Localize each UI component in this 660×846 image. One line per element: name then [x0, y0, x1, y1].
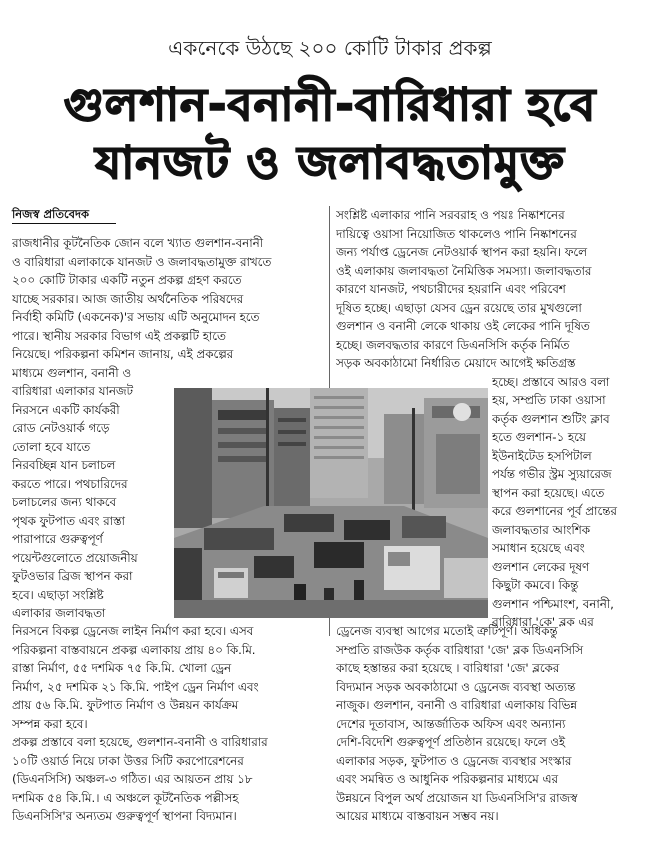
col-right-line: জন্য পর্যাপ্ত ড্রেনেজ নেটওয়ার্ক স্থাপন করা হয়নি। ফলে [336, 245, 587, 259]
byline-underline [12, 223, 116, 224]
wrap-right-line: করে গুলশানের পূর্ব প্রান্তের [492, 504, 617, 518]
headline-line-2: যানজট ও জলাবদ্ধতামুক্ত [95, 136, 565, 189]
bottom-left-line: দশমিক ৫৪ কি.মি.। এ অঞ্চলে কূটনৈতিক পল্লীসহ [12, 790, 239, 805]
bottom-left-line: পরিকল্পনা বাস্তবায়নে প্রকল্প এলাকায় প্রায় ৪০ কি.মি. [12, 642, 256, 657]
wrap-right-line: কিছুটা কমবে। কিন্তু [492, 578, 579, 592]
kicker: একনেকে উঠছে ২০০ কোটি টাকার প্রকল্প [168, 36, 492, 60]
bottom-left-line: নির্মাণ, ২৫ দশমিক ২১ কি.মি. পাইপ ড্রেন নির্মাণ এবং [12, 679, 259, 694]
col-left-line: পারে। স্থানীয় সরকার বিভাগ এই প্রকল্পটি হাতে [12, 328, 226, 343]
col-right-line: গুলশান ও বনানী লেকে থাকায় ওই লেকের পানি দূষিত [336, 319, 590, 333]
wrap-right-line: গুলশান পশ্চিমাংশ, বনানী, [492, 596, 614, 611]
col-left-line: যাচ্ছে সরকার। আজ জাতীয় অর্থনৈতিক পরিষদের [12, 291, 244, 306]
wrap-left-line: মাধ্যমে গুলশান, বনানী ও [12, 365, 132, 380]
wrap-right-line: সমাধান হয়েছে এবং [492, 541, 585, 555]
wrap-right-line: পর্যন্ত গভীর স্ট্রম স্যুয়ারেজ [492, 467, 612, 481]
bottom-left-line: প্রায় ৫৬ কি.মি. ফুটপাত নির্মাণ ও উন্নয়ন কার্যক্রম [12, 698, 239, 712]
wrap-left-line: করতে পারে। পথচারিদের [12, 476, 128, 491]
wrap-right-line: বারিধারা 'কে' ব্লক এর [492, 615, 594, 629]
bottom-left-line: (ডিএনসিসি) অঞ্চল-৩ গঠিত। এর আয়তন প্রায় ১৮ [12, 772, 253, 786]
col-right-line: কারণে যানজট, পথচারীদের হয়রানি এবং পরিবেশ [336, 282, 566, 296]
wrap-left-line: বারিধারা এলাকার যানজট [12, 384, 133, 398]
bottom-right-line: নাজুক। গুলশান, বনানী ও বারিধারা এলাকায় বিভিন্ন [336, 698, 578, 712]
bottom-right-line: কাছে হস্তান্তর করা হয়েছে । বারিধারা 'জে' ব্লকের [336, 661, 560, 675]
bottom-right-line: আয়ের মাধ্যমে বাস্তবায়ন সম্ভব নয়। [336, 809, 499, 823]
col-left-line: ২০০ কোটি টাকার একটি নতুন প্রকল্প গ্রহণ করতে [12, 273, 242, 287]
bottom-left-line: নিরসনে বিকল্প ড্রেনেজ লাইন নির্মাণ করা হবে। এসব [12, 624, 254, 638]
col-right-line: দায়িত্বে ওয়াসা নিয়োজিত থাকলেও পানি নিষ্কাশনের [336, 226, 577, 241]
wrap-left-line: হবে। এছাড়া সংশ্লিষ্ট [12, 587, 104, 602]
col-right-line: দূষিত হচ্ছে। এছাড়া যেসব ড্রেন রয়েছে তার মুখগুলো [336, 300, 582, 315]
wrap-left-line: চলাচলের জন্য থাকবে [12, 495, 117, 509]
wrap-left-line: নিরবচ্ছিন্ন যান চলাচল [12, 458, 116, 472]
bottom-right-line: বিদ্যমান সড়ক অবকাঠামো ও ড্রেনেজ ব্যবস্থা অত্যন্ত [336, 679, 576, 694]
bottom-right-line: সম্প্রতি রাজউক কর্তৃক বারিধারা 'জে' ব্লক ডিএনসিসি [336, 642, 583, 657]
bottom-left-line: প্রকল্প প্রস্তাবে বলা হয়েছে, গুলশান-বনানী ও বারিধারার [12, 735, 268, 749]
wrap-left-line: পয়েন্টগুলোতে প্রয়োজনীয় [12, 550, 138, 565]
headline-line-1: গুলশান-বনানী-বারিধারা হবে [63, 78, 597, 131]
col-right-line: সড়ক অবকাঠামো নির্ধারিত মেয়াদে আগেই ক্ষতিগ্রস্ত [336, 356, 576, 370]
wrap-left-line: ফুটওভার ব্রিজ স্থাপন করা [12, 569, 133, 583]
bottom-left-line: ১০টি ওয়ার্ড নিয়ে ঢাকা উত্তর সিটি করপোরেশনের [12, 753, 244, 768]
bottom-right-line: দেশি-বিদেশি গুরুত্বপূর্ণ প্রতিষ্ঠান রয়েছে। ফলে ওই [336, 735, 566, 749]
bottom-left-line: সম্পন্ন করা হবে। [12, 716, 88, 731]
bottom-left-line: রাস্তা নির্মাণ, ৫৫ দশমিক ৭৫ কি.মি. খোলা ড্রেন [12, 661, 232, 675]
bottom-right-line: উন্নয়নে বিপুল অর্থ প্রয়োজন যা ডিএনসিসি'র রাজস্ব [336, 790, 578, 805]
wrap-left-line: নিরসনে একটি কার্যকরী [12, 402, 120, 417]
col-right-line: ওই এলাকায় জলাবদ্ধতা নৈমিত্তিক সমস্যা। জলাবদ্ধতার [336, 263, 592, 278]
wrap-right-line: স্থাপন করা হয়েছে। এতে [492, 485, 605, 500]
bottom-right-line: এবং সমন্বিত ও আধুনিক পরিকল্পনার মাধ্যমে এর [336, 772, 558, 786]
col-left-line: নিয়েছে। পরিকল্পনা কমিশন জানায়, এই প্রকল্পের [12, 347, 234, 361]
wrap-right-line: কর্তৃক গুলশান শুটিং ক্লাব [492, 411, 610, 426]
wrap-left-line: তোলা হবে যাতে [12, 439, 91, 454]
wrap-right-line: হতে গুলশান-১ হয়ে [492, 430, 586, 444]
col-right-line: হচ্ছে। জলবদ্ধতার কারণে ডিএনসিসি কর্তৃক নির্মিত [336, 337, 570, 352]
wrap-right-line: জলাবদ্ধতার আংশিক [492, 522, 590, 537]
bottom-left-line: ডিএনসিসি'র অন্যতম গুরুত্বপূর্ণ স্থাপনা বিদ্যমান। [12, 809, 237, 823]
byline: নিজস্ব প্রতিবেদক [12, 207, 90, 221]
wrap-left-line: পারাপারে গুরুত্বপূর্ণ [12, 532, 103, 546]
wrap-right-line: ইউনাইটেড হসপিটাল [492, 448, 592, 463]
col-left-line: রাজধানীর কূটনৈতিক জোন বলে খ্যাত গুলশান-বনানী [12, 236, 264, 250]
street-photo [174, 388, 488, 618]
bottom-right-line: এলাকার সড়ক, ফুটপাত ও ড্রেনেজ ব্যবস্থার সংস্কার [336, 753, 572, 768]
wrap-left-line: পৃথক ফুটপাত এবং রাস্তা [12, 513, 125, 528]
wrap-left-line: এলাকার জলাবদ্ধতা [12, 606, 106, 620]
wrap-right-line: হচ্ছে। প্রস্তাবে আরও বলা [492, 374, 610, 389]
wrap-left-line: রোড নেটওয়ার্ক গড়ে [12, 421, 110, 435]
wrap-right-line: হয়, সম্প্রতি ঢাকা ওয়াসা [492, 393, 606, 407]
col-right-line: সংশ্লিষ্ট এলাকার পানি সরবরাহ ও পয়ঃ নিষ্কাশনের [336, 208, 565, 222]
bottom-right-line: ড্রেনেজ ব্যবস্থা আগের মতোই ত্রুটিপূর্ণ। অধিকন্তু [336, 624, 558, 638]
street-traffic-image [174, 388, 488, 618]
wrap-right-line: গুলশান লেকের দূষণ [492, 559, 590, 574]
bottom-right-line: দেশের দূতাবাস, আন্তর্জাতিক অফিস এবং অন্যান্য [336, 716, 566, 731]
col-left-line: ও বারিধারা এলাকাকে যানজট ও জলাবদ্ধতামুক্ত রাখতে [12, 254, 272, 269]
col-left-line: নির্বাহী কমিটি (একনেক)'র সভায় এটি অনুমোদন হতে [12, 310, 260, 324]
